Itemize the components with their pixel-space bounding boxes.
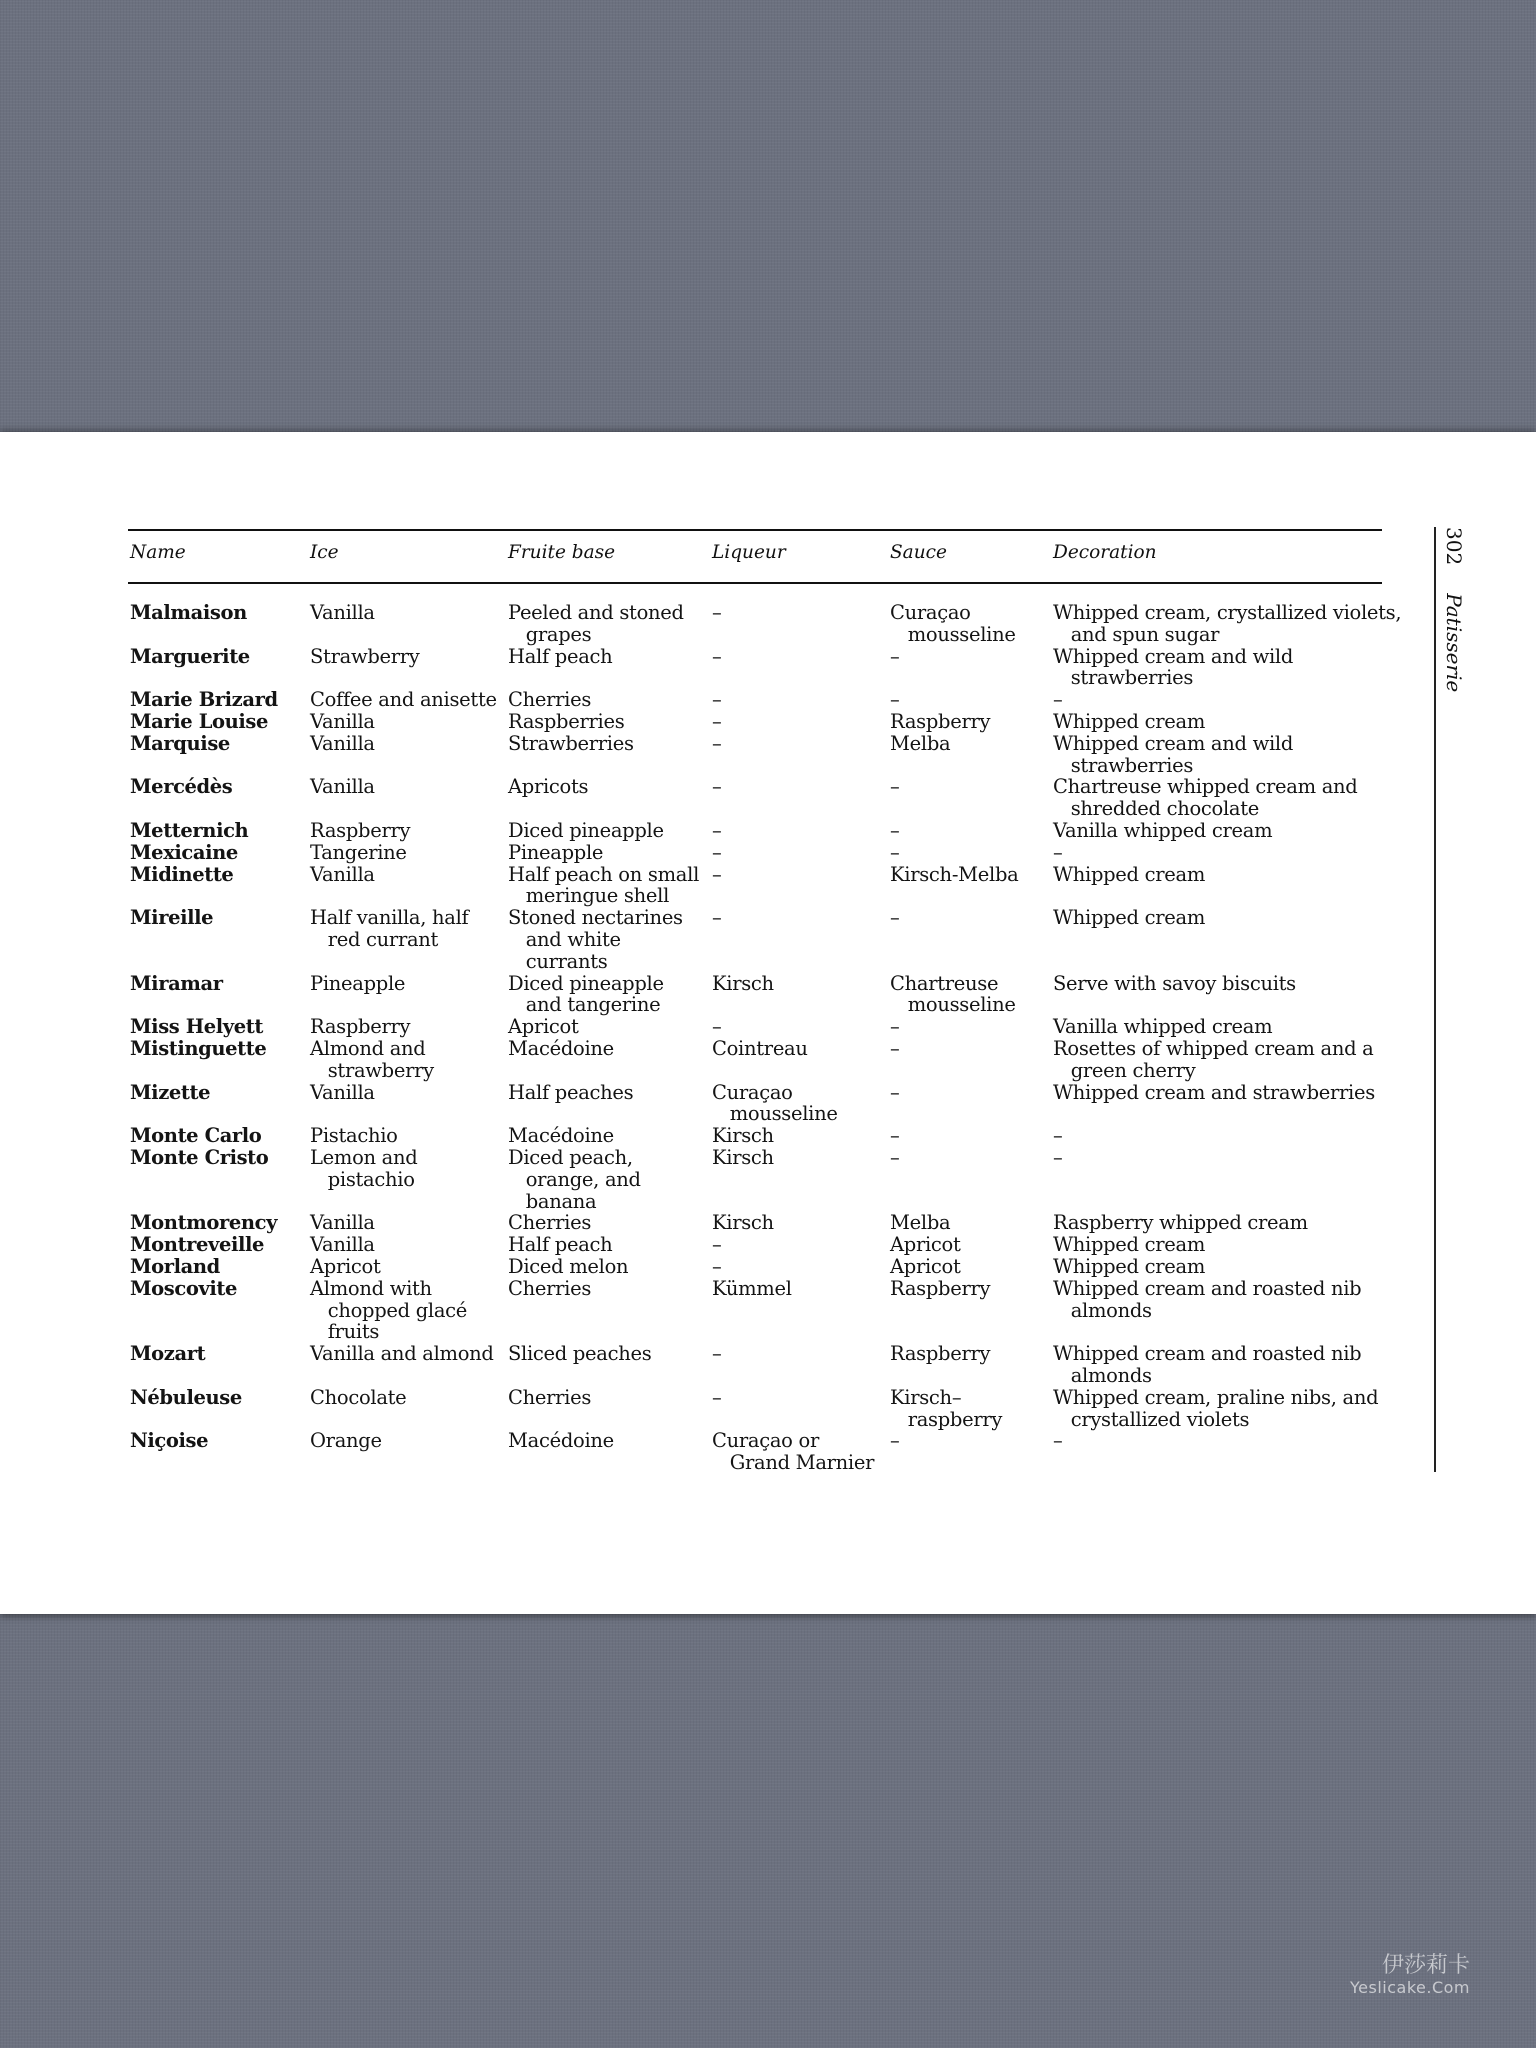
cell-name: Malmaison — [130, 601, 247, 624]
cell-ice: Strawberry — [310, 644, 420, 668]
cell-decoration: Serve with savoy biscuits — [1053, 971, 1296, 995]
cell-liqueur: – — [712, 710, 722, 733]
cell-fruit-base: Pineapple — [508, 840, 604, 864]
cell-fruit-base: Raspberries — [508, 710, 625, 733]
cell-sauce: – — [890, 775, 900, 799]
cell-ice: Vanilla — [310, 862, 375, 886]
header-name: Name — [130, 542, 186, 563]
cell-decoration: Rosettes of whipped cream and a green cherry — [1053, 1037, 1374, 1082]
cell-fruit-base: Cherries — [508, 1211, 592, 1235]
cell-liqueur: Kirsch — [712, 1124, 774, 1148]
cell-decoration: – — [1053, 688, 1063, 712]
cell-ice: Vanilla — [310, 601, 375, 624]
cell-decoration: Whipped cream — [1053, 1255, 1206, 1278]
cell-ice: Coffee and anisette — [310, 688, 497, 712]
cell-liqueur: – — [712, 906, 722, 930]
cell-sauce: – — [890, 688, 900, 712]
cell-ice: Vanilla — [310, 1080, 375, 1104]
cell-ice: Almond with chopped glacé fruits — [310, 1276, 468, 1344]
cell-liqueur: – — [712, 1255, 722, 1278]
cell-fruit-base: Apricots — [508, 775, 589, 799]
cell-decoration: Raspberry whipped cream — [1053, 1211, 1308, 1235]
cell-liqueur: – — [712, 840, 722, 864]
cell-decoration: Chartreuse whipped cream and shredded chocolate — [1053, 775, 1358, 821]
cell-fruit-base: Diced pineapple and tangerine — [508, 971, 664, 1017]
cell-name: Metternich — [130, 819, 249, 842]
cell-liqueur: Kümmel — [712, 1276, 792, 1300]
table-header-rule — [128, 582, 1382, 584]
cell-name: Mistinguette — [130, 1037, 267, 1060]
cell-name: Midinette — [130, 862, 234, 886]
cell-sauce: Melba — [890, 1211, 951, 1235]
cell-fruit-base: Half peach — [508, 644, 613, 668]
cell-name: Miss Helyett — [130, 1015, 263, 1039]
cell-name: Marie Louise — [130, 710, 268, 733]
cell-sauce: – — [890, 1429, 900, 1453]
cell-liqueur: – — [712, 1015, 722, 1039]
page-number: 302 — [1442, 527, 1466, 566]
cell-ice: Vanilla — [310, 1233, 375, 1257]
cell-name: Marguerite — [130, 644, 250, 668]
cell-sauce: – — [890, 1037, 900, 1060]
watermark-url: Yeslicake.Com — [1350, 1978, 1470, 1997]
cell-decoration: Whipped cream and strawberries — [1053, 1080, 1375, 1104]
cell-ice: Lemon and pistachio — [310, 1146, 418, 1191]
cell-liqueur: Curaçao mousseline — [712, 1080, 838, 1126]
cell-decoration: Whipped cream — [1053, 710, 1206, 733]
cell-sauce: Kirsch-Melba — [890, 862, 1019, 886]
cell-decoration: – — [1053, 1124, 1063, 1148]
cell-fruit-base: Cherries — [508, 688, 592, 712]
cell-ice: Raspberry — [310, 1015, 411, 1039]
cell-liqueur: – — [712, 688, 722, 712]
cell-decoration: Vanilla whipped cream — [1053, 1015, 1273, 1039]
cell-fruit-base: Cherries — [508, 1276, 592, 1300]
header-decoration: Decoration — [1053, 542, 1157, 563]
header-liqueur: Liqueur — [712, 542, 786, 563]
cell-name: Mireille — [130, 906, 214, 930]
cell-fruit-base: Macédoine — [508, 1429, 614, 1453]
running-head — [1442, 527, 1466, 692]
cell-name: Mozart — [130, 1342, 206, 1366]
watermark-chinese: 伊莎莉卡 — [1381, 1953, 1470, 1978]
cell-sauce: Raspberry — [890, 1276, 991, 1300]
cell-sauce: – — [890, 1080, 900, 1104]
cell-liqueur: – — [712, 775, 722, 799]
cell-fruit-base: Macédoine — [508, 1037, 614, 1060]
cell-liqueur: – — [712, 731, 722, 755]
cell-liqueur: – — [712, 1342, 722, 1366]
cell-name: Miramar — [130, 971, 223, 995]
cell-liqueur: Kirsch — [712, 971, 774, 995]
cell-liqueur: – — [712, 819, 722, 842]
cell-liqueur: – — [712, 601, 722, 624]
cell-ice: Half vanilla, half red currant — [310, 906, 469, 951]
cell-sauce: Raspberry — [890, 1342, 991, 1366]
cell-decoration: Vanilla whipped cream — [1053, 819, 1273, 842]
cell-name: Marquise — [130, 731, 230, 755]
cell-sauce: – — [890, 1015, 900, 1039]
cell-liqueur: – — [712, 1233, 722, 1257]
cell-decoration: Whipped cream — [1053, 862, 1206, 886]
cell-sauce: Apricot — [890, 1255, 961, 1278]
cell-sauce: – — [890, 819, 900, 842]
cell-fruit-base: Apricot — [508, 1015, 579, 1039]
cell-name: Moscovite — [130, 1276, 238, 1300]
cell-ice: Vanilla and almond — [310, 1342, 494, 1366]
cell-ice: Vanilla — [310, 731, 375, 755]
header-sauce: Sauce — [890, 542, 947, 563]
cell-ice: Tangerine — [310, 840, 407, 864]
cell-fruit-base: Diced pineapple — [508, 819, 664, 842]
cell-decoration: Whipped cream and wild strawberries — [1053, 731, 1294, 777]
cell-liqueur: – — [712, 862, 722, 886]
cell-name: Niçoise — [130, 1429, 209, 1453]
cell-sauce: Kirsch– raspberry — [890, 1385, 1003, 1431]
margin-rule — [1434, 527, 1436, 1472]
cell-decoration: Whipped cream, crystallized violets, and spun sugar — [1053, 601, 1402, 646]
cell-sauce: Curaçao mousseline — [890, 601, 1016, 646]
cell-sauce: Chartreuse mousseline — [890, 971, 1016, 1017]
cell-decoration: – — [1053, 1146, 1063, 1169]
cell-sauce: Raspberry — [890, 710, 991, 733]
book-page — [0, 432, 1536, 1614]
cell-decoration: Whipped cream and roasted nib almonds — [1053, 1276, 1362, 1322]
cell-decoration: – — [1053, 840, 1063, 864]
cell-fruit-base: Half peach — [508, 1233, 613, 1257]
cell-name: Nébuleuse — [130, 1385, 242, 1409]
cell-ice: Chocolate — [310, 1385, 407, 1409]
cell-decoration: Whipped cream and roasted nib almonds — [1053, 1342, 1362, 1387]
cell-name: Mexicaine — [130, 840, 238, 864]
cell-fruit-base: Stoned nectarines and white currants — [508, 906, 683, 973]
section-title: Patisserie — [1442, 593, 1466, 693]
cell-name: Monte Carlo — [130, 1124, 262, 1148]
cell-name: Montreveille — [130, 1233, 265, 1257]
cell-ice: Raspberry — [310, 819, 411, 842]
table-header-row — [0, 542, 1536, 574]
cell-sauce: – — [890, 644, 900, 668]
cell-ice: Apricot — [310, 1255, 381, 1278]
cell-fruit-base: Cherries — [508, 1385, 592, 1409]
cell-fruit-base: Diced melon — [508, 1255, 629, 1278]
cell-fruit-base: Half peaches — [508, 1080, 634, 1104]
cell-ice: Vanilla — [310, 1211, 375, 1235]
cell-fruit-base: Peeled and stoned grapes — [508, 601, 684, 646]
cell-name: Montmorency — [130, 1211, 278, 1235]
cell-name: Mizette — [130, 1080, 211, 1104]
cell-fruit-base: Half peach on small meringue shell — [508, 862, 700, 908]
cell-fruit-base: Diced peach, orange, and banana — [508, 1146, 641, 1213]
cell-decoration: Whipped cream — [1053, 906, 1206, 930]
cell-name: Marie Brizard — [130, 688, 278, 712]
cell-fruit-base: Sliced peaches — [508, 1342, 652, 1366]
cell-fruit-base: Strawberries — [508, 731, 634, 755]
cell-ice: Pistachio — [310, 1124, 398, 1148]
cell-liqueur: Curaçao or Grand Marnier — [712, 1429, 875, 1475]
cell-decoration: Whipped cream, praline nibs, and crystallized violets — [1053, 1385, 1379, 1431]
cell-sauce: Apricot — [890, 1233, 961, 1257]
cell-name: Mercédès — [130, 775, 233, 799]
cell-ice: Pineapple — [310, 971, 406, 995]
cell-ice: Almond and strawberry — [310, 1037, 434, 1082]
cell-liqueur: Kirsch — [712, 1146, 774, 1169]
cell-name: Morland — [130, 1255, 220, 1278]
cell-decoration: Whipped cream and wild strawberries — [1053, 644, 1294, 690]
cell-ice: Orange — [310, 1429, 382, 1453]
cell-sauce: – — [890, 1146, 900, 1169]
cell-sauce: Melba — [890, 731, 951, 755]
cell-liqueur: Kirsch — [712, 1211, 774, 1235]
cell-name: Monte Cristo — [130, 1146, 269, 1169]
cell-sauce: – — [890, 906, 900, 930]
cell-fruit-base: Macédoine — [508, 1124, 614, 1148]
cell-decoration: Whipped cream — [1053, 1233, 1206, 1257]
cell-sauce: – — [890, 1124, 900, 1148]
header-fruit-base: Fruite base — [508, 542, 616, 563]
table-top-rule — [128, 529, 1382, 531]
cell-ice: Vanilla — [310, 710, 375, 733]
header-ice: Ice — [310, 542, 339, 563]
cell-decoration: – — [1053, 1429, 1063, 1453]
cell-liqueur: – — [712, 1385, 722, 1409]
cell-liqueur: Cointreau — [712, 1037, 808, 1060]
cell-liqueur: – — [712, 644, 722, 668]
cell-sauce: – — [890, 840, 900, 864]
cell-ice: Vanilla — [310, 775, 375, 799]
table-body — [0, 602, 1536, 1502]
